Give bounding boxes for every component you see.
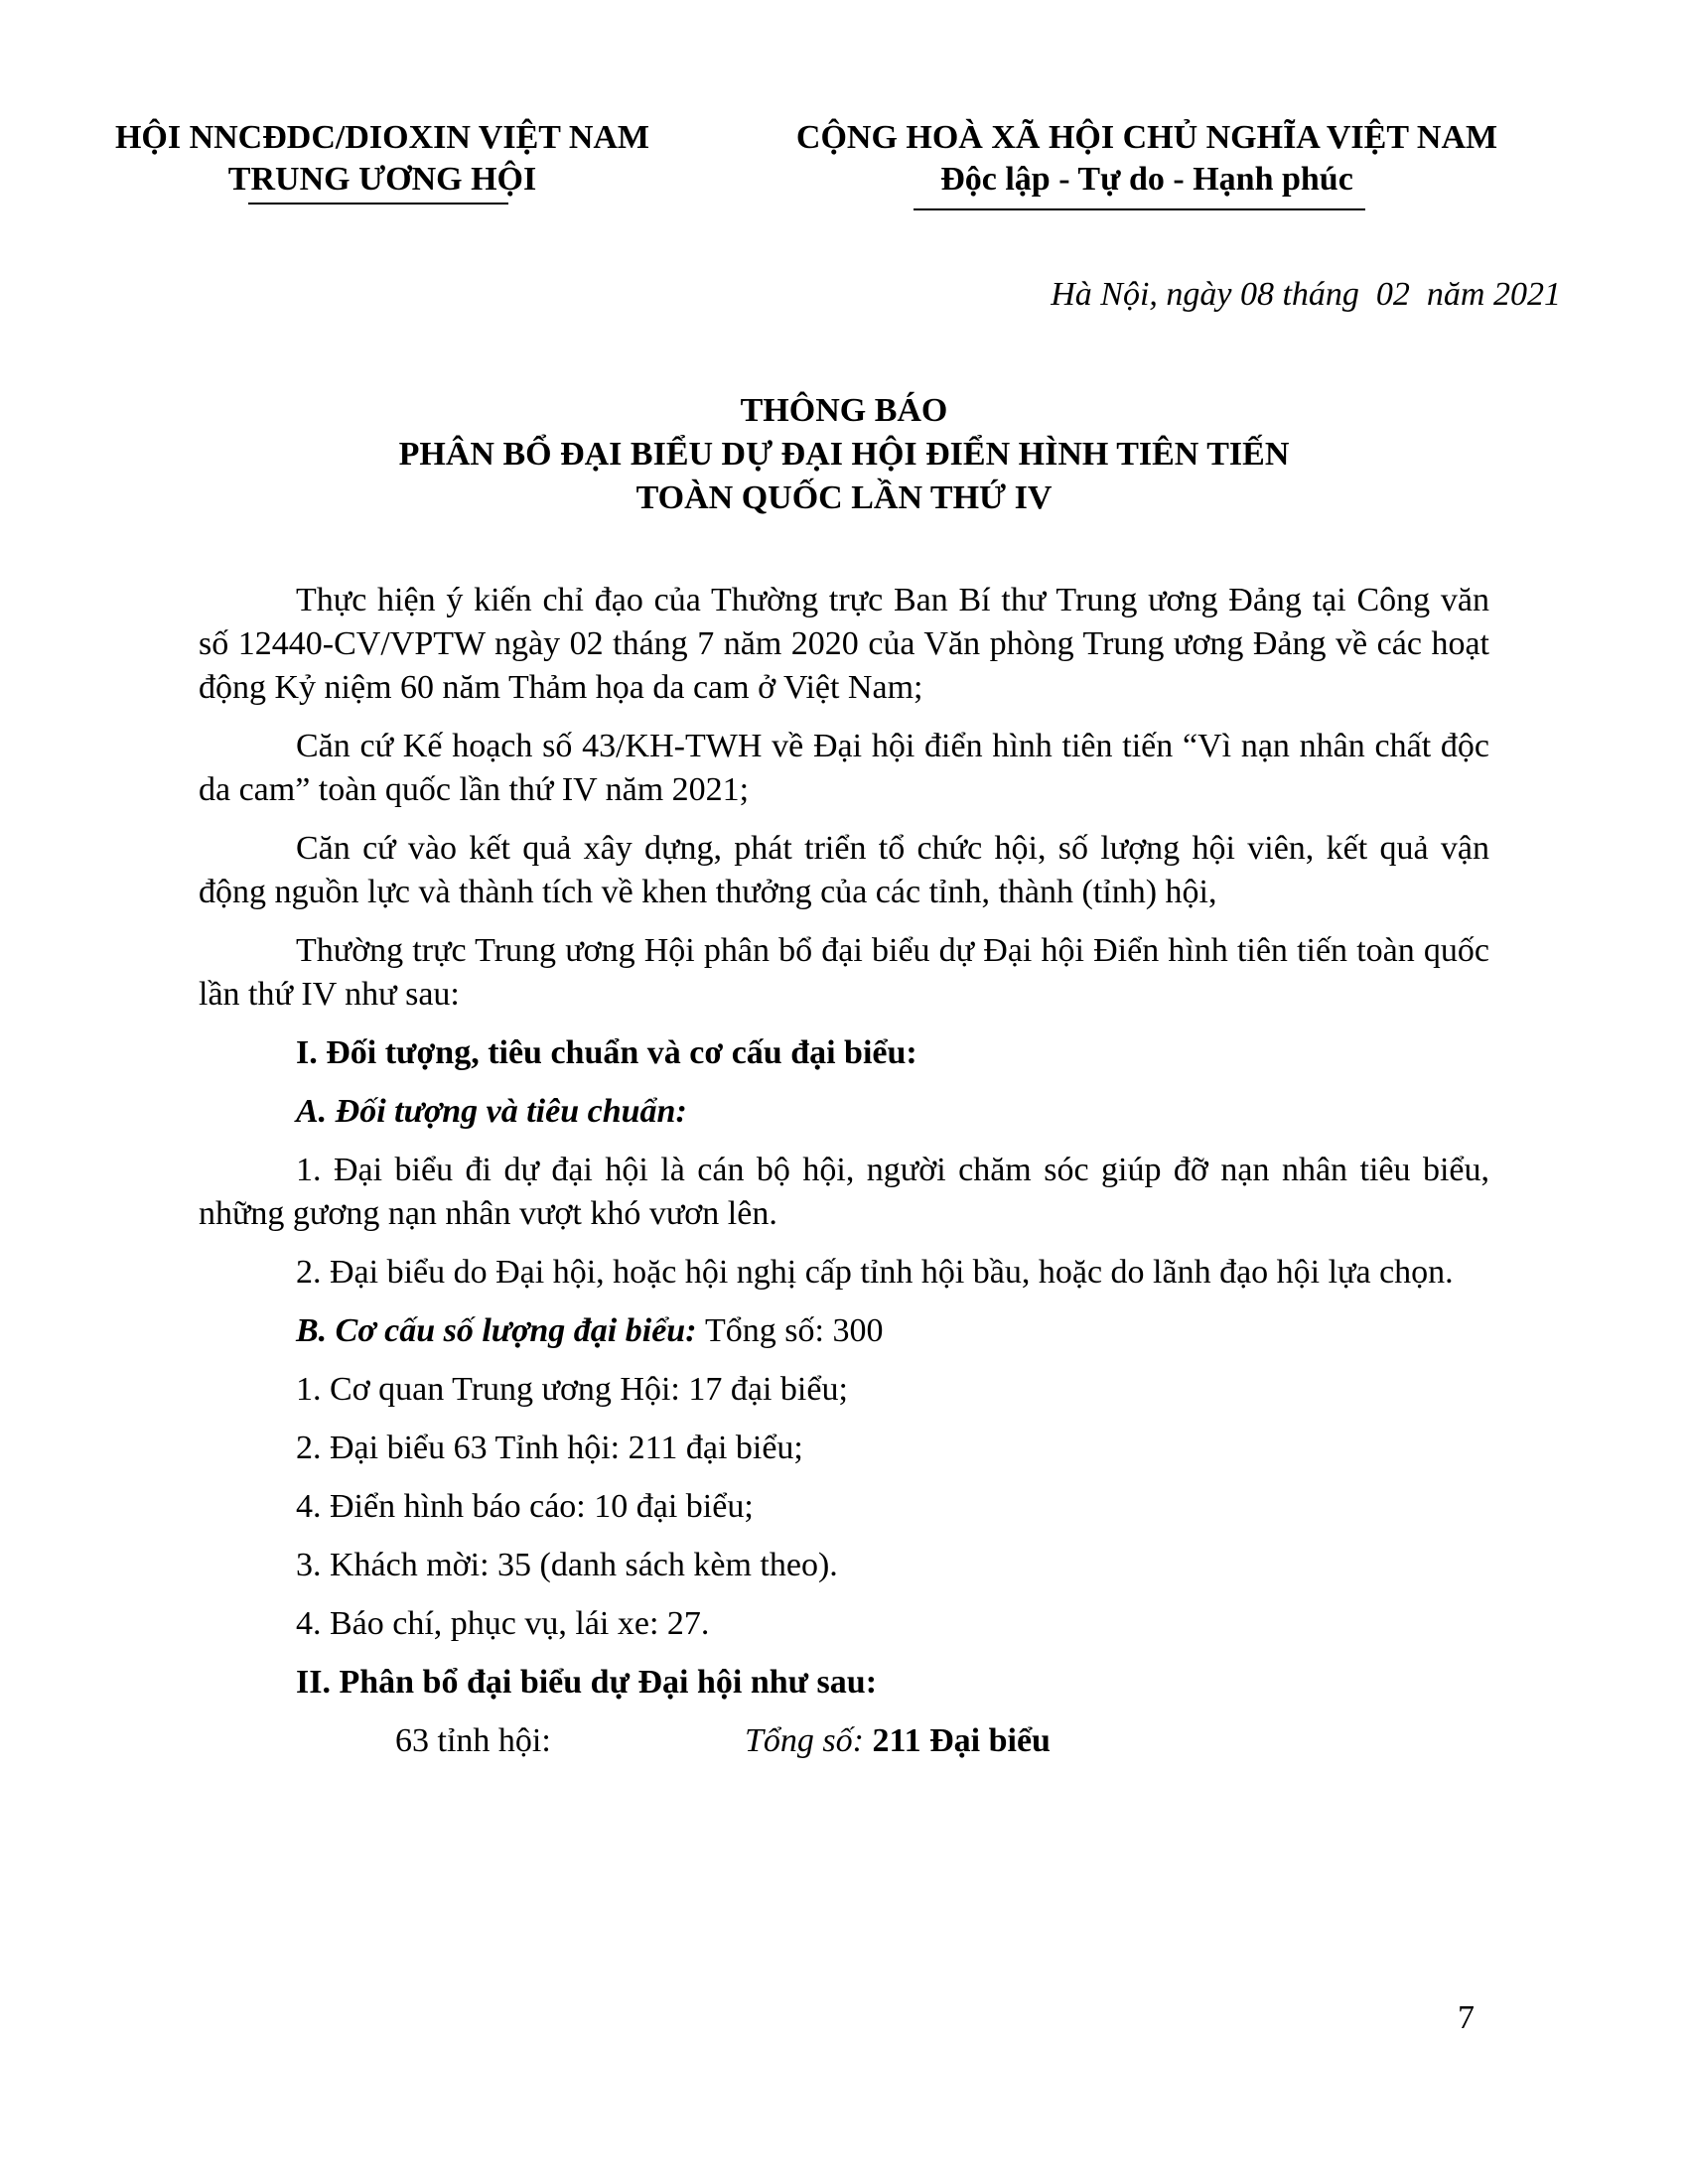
page-number: 7 — [1458, 1999, 1475, 2036]
national-header — [735, 117, 1559, 201]
structure-item: 4. Điển hình báo cáo: 10 đại biểu; — [296, 1488, 754, 1525]
paragraph-results: Căn cứ vào kết quả xây dựng, phát triển tổ chức hội, số lượng hội viên, kết quả vận động nguồn lực và thành tích về khen thưởng của các tỉnh, thành (tỉnh) hội, — [199, 830, 1489, 910]
paragraph-allocation-intro: Thường trực Trung ương Hội phân bổ đại biểu dự Đại hội Điển hình tiên tiến toàn quốc lần thứ IV như sau: — [199, 932, 1489, 1013]
organization-header — [79, 117, 685, 201]
allocation-total — [745, 1719, 1051, 1763]
organization-name: HỘI NNCĐDC/DIOXIN VIỆT NAM — [114, 119, 650, 156]
document-body — [199, 579, 1489, 1763]
section-1a-heading: A. Đối tượng và tiêu chuẩn: — [296, 1093, 687, 1130]
criteria-item-2: 2. Đại biểu do Đại hội, hoặc hội nghị cấp tỉnh hội bầu, hoặc do lãnh đạo hội lựa chọn. — [296, 1254, 1454, 1291]
title-line-2: PHÂN BỔ ĐẠI BIỂU DỰ ĐẠI HỘI ĐIỂN HÌNH TIÊN TIẾN — [398, 436, 1290, 473]
allocation-row — [199, 1719, 1489, 1763]
motto-underline — [914, 208, 1365, 210]
section-1b-total: Tổng số: 300 — [705, 1312, 884, 1349]
title-line-1: THÔNG BÁO — [740, 392, 948, 429]
allocation-total-value: 211 Đại biểu — [872, 1722, 1051, 1759]
title-line-3: TOÀN QUỐC LẦN THỨ IV — [635, 479, 1053, 516]
structure-item: 4. Báo chí, phục vụ, lái xe: 27. — [296, 1605, 710, 1642]
structure-item: 3. Khách mời: 35 (danh sách kèm theo). — [296, 1547, 838, 1583]
national-motto: Độc lập - Tự do - Hạnh phúc — [940, 161, 1353, 198]
document-title — [119, 389, 1569, 520]
section-1b-heading — [199, 1309, 1489, 1353]
allocation-total-label: Tổng số: — [745, 1722, 864, 1759]
paragraph-plan: Căn cứ Kế hoạch số 43/KH-TWH về Đại hội điển hình tiên tiến “Vì nạn nhân chất độc da cam” toàn quốc lần thứ IV năm 2021; — [199, 728, 1489, 808]
section-1-heading: I. Đối tượng, tiêu chuẩn và cơ cấu đại biểu: — [296, 1034, 917, 1071]
section-1b-title: B. Cơ cấu số lượng đại biểu: — [296, 1312, 697, 1349]
organization-unit: TRUNG ƯƠNG HỘI — [227, 161, 537, 198]
country-name: CỘNG HOÀ XÃ HỘI CHỦ NGHĨA VIỆT NAM — [795, 119, 1498, 156]
allocation-label: 63 tỉnh hội: — [395, 1722, 551, 1759]
section-2-heading: II. Phân bổ đại biểu dự Đại hội như sau: — [296, 1664, 878, 1701]
organization-underline — [248, 203, 508, 205]
date-location: Hà Nội, ngày 08 tháng 02 năm 2021 — [1051, 276, 1561, 313]
structure-item: 1. Cơ quan Trung ương Hội: 17 đại biểu; — [296, 1371, 848, 1408]
criteria-item-1: 1. Đại biểu đi dự đại hội là cán bộ hội, người chăm sóc giúp đỡ nạn nhân tiêu biểu, những gương nạn nhân vượt khó vươn lên. — [199, 1152, 1489, 1232]
paragraph-directive: Thực hiện ý kiến chỉ đạo của Thường trực Ban Bí thư Trung ương Đảng tại Công văn số 12440-CV/VPTW ngày 02 tháng 7 năm 2020 của Văn phòng Trung ương Đảng về các hoạt động Kỷ niệm 60 năm Thảm họa da cam ở Việt Nam; — [199, 582, 1489, 706]
structure-item: 2. Đại biểu 63 Tỉnh hội: 211 đại biểu; — [296, 1430, 803, 1466]
